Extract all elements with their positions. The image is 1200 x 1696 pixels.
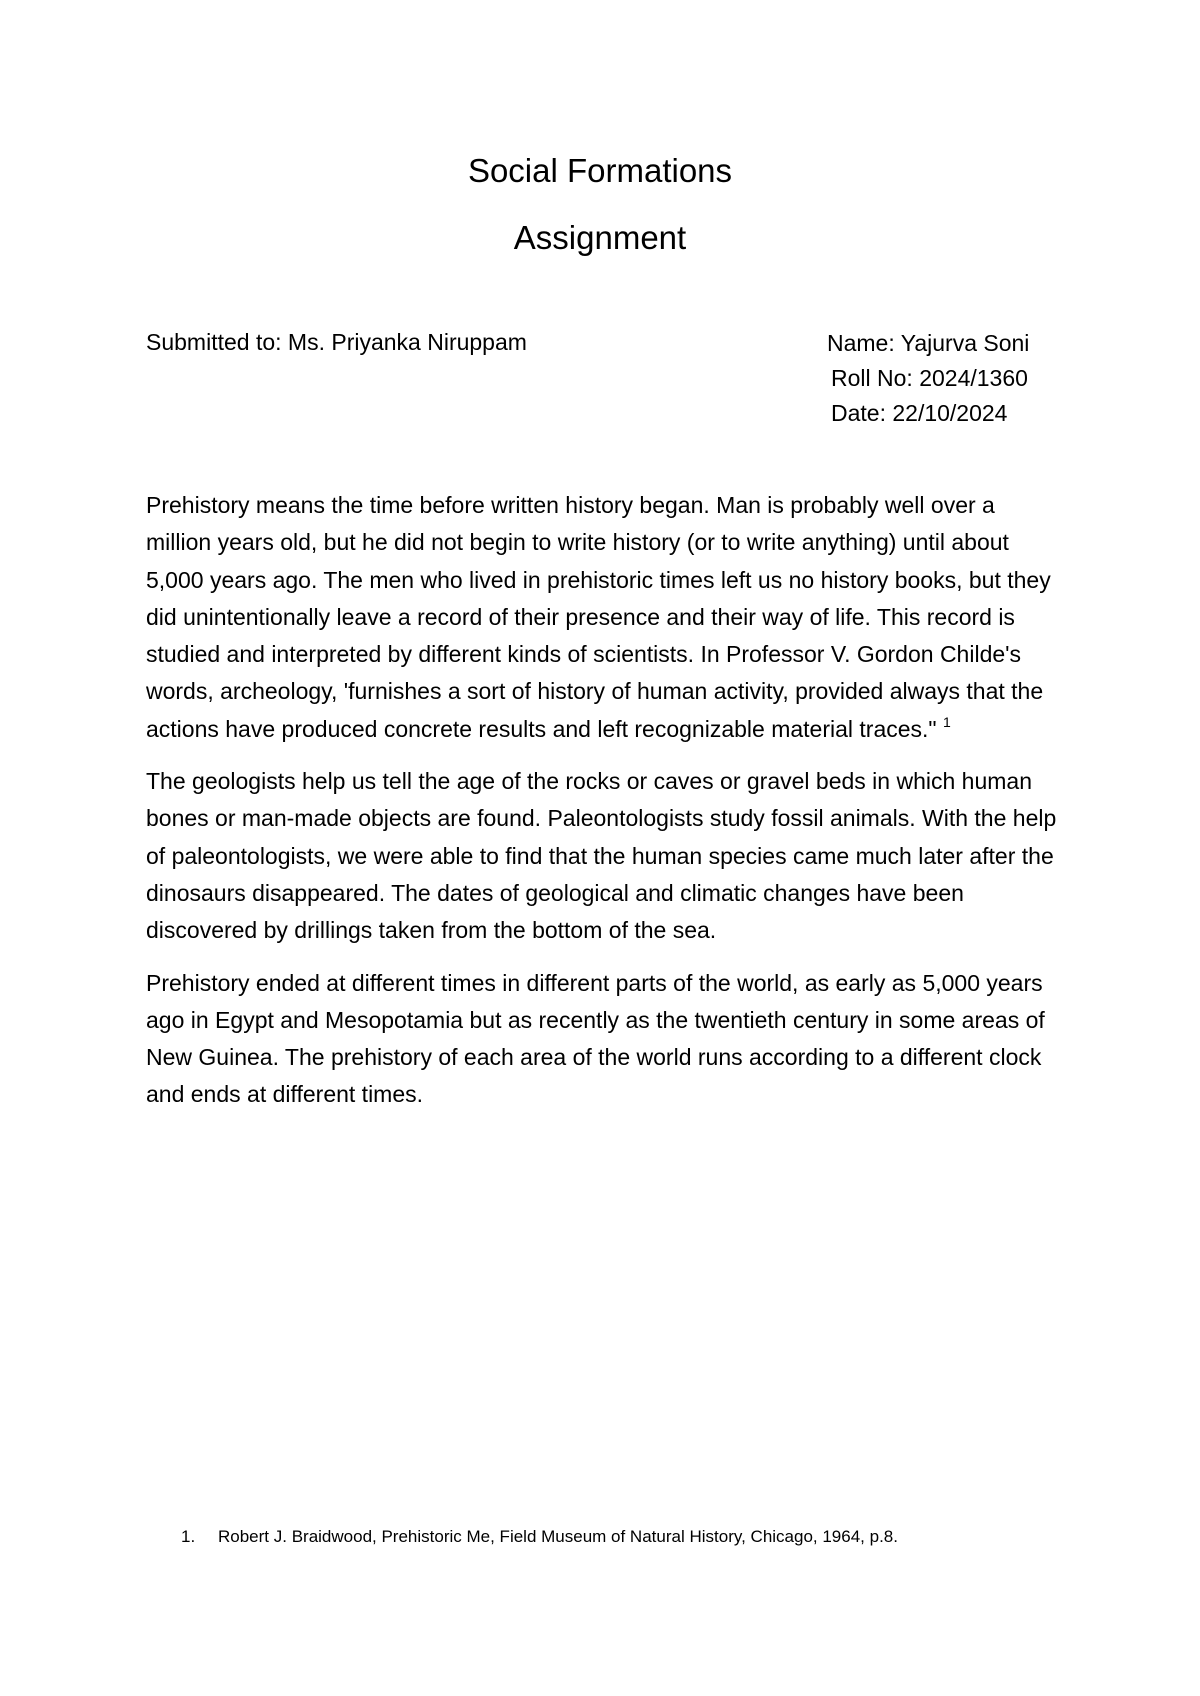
footnote-text: Robert J. Braidwood, Prehistoric Me, Field Museum of Natural History, Chicago, 1964, p.8. <box>218 1527 898 1546</box>
footnote-reference: 1 <box>942 713 951 730</box>
roll-number: Roll No: 2024/1360 <box>831 365 1028 391</box>
paragraph: The geologists help us tell the age of the rocks or caves or gravel beds in which human bones or man-made objects are found. Paleontologists study fossil animals. With the help of paleontologists, we were able to find that the human species came much later after the dinosaurs disappeared. The dates of geological and climatic changes have been discovered by drillings taken from the bottom of the sea. <box>146 768 1057 944</box>
document-title: Social Formations <box>467 152 733 189</box>
paragraph <box>146 487 1061 748</box>
paragraph-text: Prehistory means the time before written history began. Man is probably well over a million years old, but he did not begin to write history (or to write anything) until about 5,000 years ago. The men who lived in prehistoric times left us no history books, but they did unintentionally leave a record of their presence and their way of life. This record is studied and interpreted by different kinds of scientists. In Professor V. Gordon Childe's words, archeology, 'furnishes a sort of history of human activity, provided always that the actions have produced concrete results and left recognizable material traces." <box>146 492 1051 742</box>
body-text <box>146 487 1061 1129</box>
student-name: Name: Yajurva Soni <box>827 330 1030 356</box>
document-subtitle: Assignment <box>513 219 687 256</box>
footnote-number: 1. <box>181 1527 196 1546</box>
paragraph: Prehistory ended at different times in different parts of the world, as early as 5,000 years ago in Egypt and Mesopotamia but as recently as the twentieth century in some areas of New Guinea. The prehistory of each area of the world runs according to a different clock and ends at different times. <box>146 969 1045 1108</box>
submission-date: Date: 22/10/2024 <box>831 400 1008 426</box>
student-details <box>827 326 1087 431</box>
submitted-to: Submitted to: Ms. Priyanka Niruppam <box>146 329 527 355</box>
